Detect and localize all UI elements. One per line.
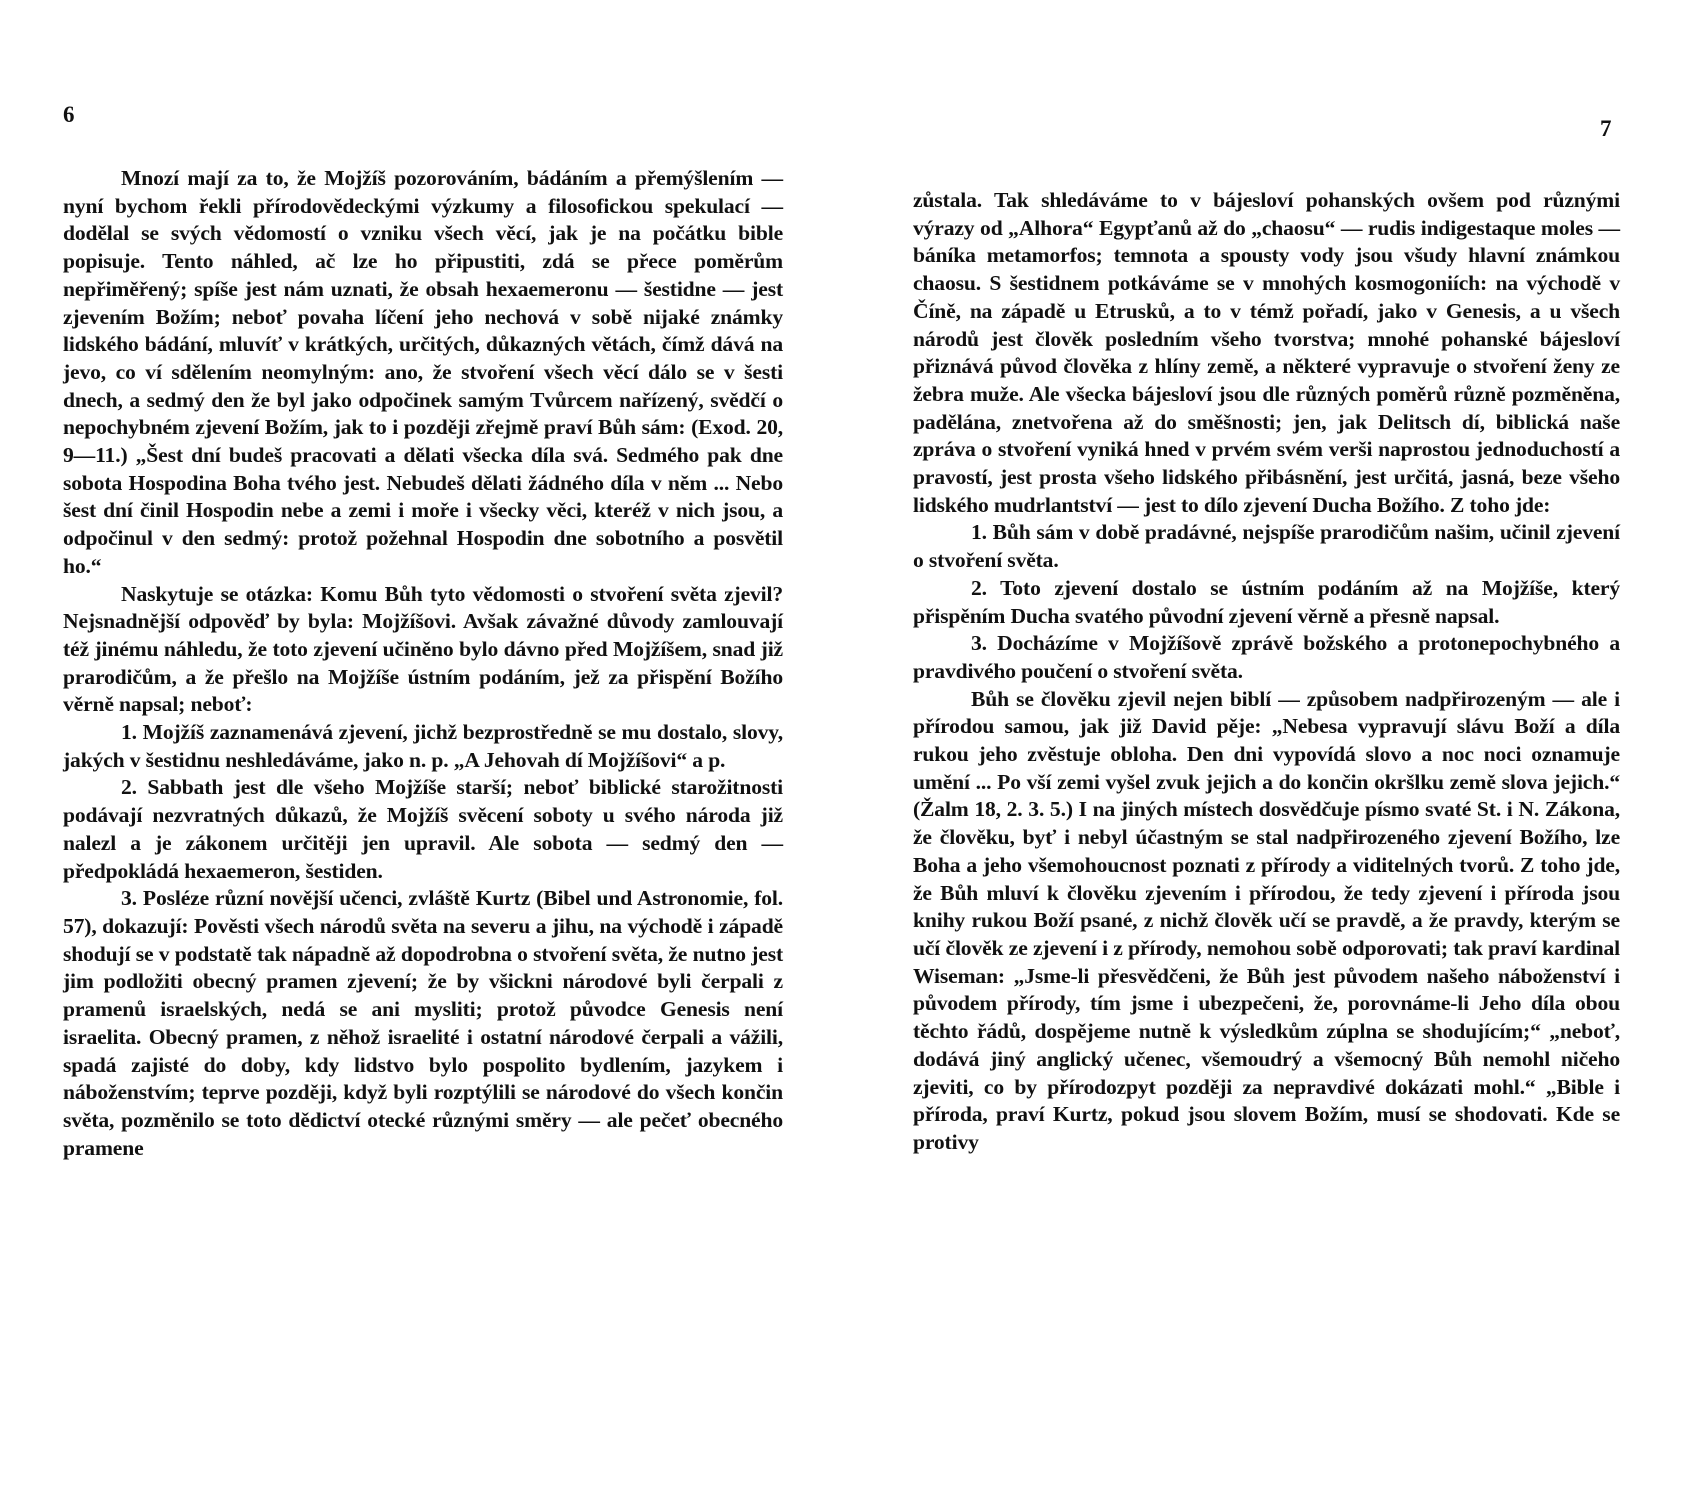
- right-paragraph-2: 1. Bůh sám v době pradávné, nejspíše prarodičům našim, učinil zjevení o stvoření světa.: [913, 520, 1620, 573]
- left-paragraph-1: Mnozí mají za to, že Mojžíš pozorováním, bádáním a přemýšlením — nyní bychom řekli přírodovědeckými výzkumy a filosofickou spekulací — dodělal se svých vědomostí o vzniku všech věcí, jak je na počátku bible popisuje. Tento náhled, ač lze ho připustiti, zdá se přece poměrům nepřiměřený; spíše jest nám uznati, že obsah hexaemeronu — šestidne — jest zjevením Božím; neboť povaha líčení jeho nechová v sobě nijaké známky lidského bádání, mluvíť v krátkých, určitých, důkazných větách, čímž dává na jevo, co ví sdělením neomylným: ano, že stvoření všech věcí dálo se v šesti dnech, a sedmý den že byl jako odpočinek samým Tvůrcem nařízený, svědčí o nepochybném zjevení Božím, jak to i později zřejmě praví Bůh sám: (Exod. 20, 9—11.) „Šest dní budeš pracovati a dělati všecka díla svá. Sedmého pak dne sobota Hospodina Boha tvého jest. Nebudeš dělati žádného díla v něm ... Nebo šest dní činil Hospodin nebe a zemi i moře i všecky věci, kteréž v nich jsou, a odpočinul v den sedmý: protož požehnal Hospodin dne sobotního a posvětil ho.“: [63, 166, 783, 578]
- right-paragraph-4: 3. Docházíme v Mojžíšově zprávě božského a protonepochybného a pravdivého poučení o stvoření světa.: [913, 631, 1620, 683]
- left-paragraph-4: 2. Sabbath jest dle všeho Mojžíše starší; neboť biblické starožitnosti podávají nezvratných důkazů, že Mojžíš svěcení soboty u svého národa již nalezl a je zákonem určitěji jen upravil. Ale sobota — sedmý den — předpokládá hexaemeron, šestiden.: [63, 775, 783, 883]
- left-paragraph-5: 3. Posléze různí novější učenci, zvláště Kurtz (Bibel und Astronomie, fol. 57), dokazují: Pověsti všech národů světa na severu a jihu, na východě i západě shodují se v podstatě tak nápadně až dopodrobna o stvoření světa, že nutno jest jim podložiti obecný pramen zjevení; že by všickni národové byli čerpali z pramenů israelských, nedá se ani mysliti; protož původce Genesis není israelita. Obecný pramen, z něhož israelité i ostatní národové čerpali a vážili, spadá zajisté do doby, kdy lidstvo bylo pospolito bydlením, jazykem i náboženstvím; teprve později, když byli rozptýlili se národové do všech končin světa, pozměnilo se toto dědictví otecké různými směry — ale pečeť obecného pramene: [63, 886, 783, 1160]
- left-paragraph-2: Naskytuje se otázka: Komu Bůh tyto vědomosti o stvoření světa zjevil? Nejsnadnější odpověď by byla: Mojžíšovi. Avšak závažné důvody zamlouvají též jinému náhledu, že toto zjevení učiněno bylo dávno před Mojžíšem, snad již prarodičům, a že přešlo na Mojžíše ústním podáním, jež za přispění Božího věrně napsal; neboť:: [63, 581, 783, 717]
- right-page-number: 7: [1600, 116, 1612, 141]
- right-paragraph-5: Bůh se člověku zjevil nejen biblí — způsobem nadpřirozeným — ale i přírodou samou, jak již David pěje: „Nebesa vypravují slávu Boží a díla rukou jeho zvěstuje obloha. Den dni vypovídá slovo a noc noci oznamuje umění ... Po vší zemi vyšel zvuk jejich a do končin okršlku země slova jejich.“ (Žalm 18, 2. 3. 5.) I na jiných místech dosvědčuje písmo svaté St. i N. Zákona, že člověku, byť i nebyl účastným se stal nadpřirozeného zjevení Božího, lze Boha a jeho všemohoucnost poznati z přírody a viditelných tvorů. Z toho jde, že Bůh mluví k člověku zjevením i přírodou, že tedy zjevení i příroda jsou knihy rukou Boží psané, z nichž člověk učí se pravdě, a že pravdy, kterým se učí člověk ze zjevení i z přírody, nemohou sobě odporovati; tak praví kardinal Wiseman: „Jsme-li přesvědčeni, že Bůh jest původem našeho náboženství i původem přírody, tím jsme i ubezpečeni, že, porovnáme-li Jeho díla obou těchto řádů, dospějeme nutně k výsledkům zúplna se shodujícím;“ „neboť, dodává jiný anglický učenec, všemoudrý a všemocný Bůh nemohl ničeho zjeviti, co by přírodozpyt později za nepravdivé dokázati mohl.“ „Bible i příroda, praví Kurtz, pokud jsou slovem Božím, musí se shodovati. Kde se protivy: [913, 686, 1620, 1154]
- right-paragraph-1: zůstala. Tak shledáváme to v bájesloví pohanských ovšem pod různými výrazy od „Alhora“ Egypťanů až do „chaosu“ — rudis indigestaque moles — báníka metamorfos; temnota a spousty vody jsou všudy hlavní známkou chaosu. S šestidnem potkáváme se v mnohých kosmogoniích: na východě v Číně, na západě u Etrusků, a to v témž pořadí, jako v Genesis, a u všech národů jest člověk posledním všeho tvorstva; mnohé pohanské bájesloví přiznává původ člověka z hlíny země, a některé vypravuje o stvoření ženy ze žebra muže. Ale všecka bájesloví jsou dle různých poměrů různě pozměněna, padělána, znetvořena až do směšnosti; jen, jak Delitsch dí, biblická naše zpráva o stvoření vyniká hned v prvém svém verši naprostou jednoduchostí a pravostí, jest prosta všeho lidského přibásnění, jest určitá, jasná, beze všeho lidského mudrlantství — jest to dílo zjevení Ducha Božího. Z toho jde:: [913, 188, 1620, 517]
- left-paragraph-3: 1. Mojžíš zaznamenává zjevení, jichž bezprostředně se mu dostalo, slovy, jakých v šestidnu neshledáváme, jako n. p. „A Jehovah dí Mojžíšovi“ a p.: [63, 720, 783, 772]
- right-paragraph-3: 2. Toto zjevení dostalo se ústním podáním až na Mojžíše, který přispěním Ducha svatého původní zjevení věrně a přesně napsal.: [913, 575, 1620, 628]
- left-page-text: [63, 165, 783, 1162]
- right-page: [842, 0, 1684, 1500]
- left-page-number: 6: [63, 102, 75, 127]
- right-page-text: [913, 187, 1620, 1157]
